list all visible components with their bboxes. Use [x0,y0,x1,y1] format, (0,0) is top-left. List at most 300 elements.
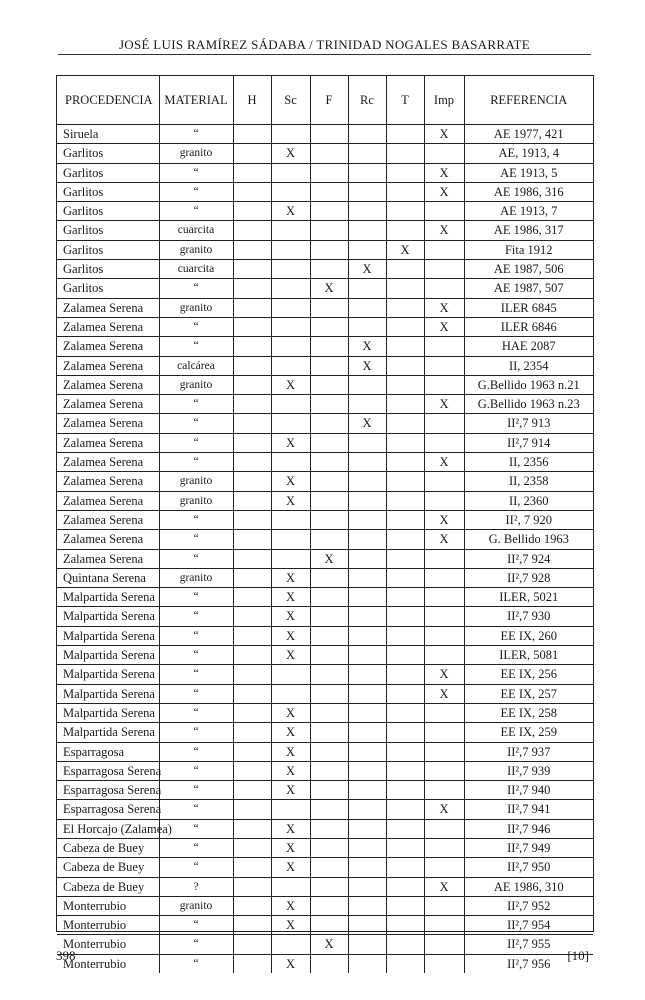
cell-referencia: EE IX, 256 [464,665,593,684]
cell-t [386,703,424,722]
cell-f [310,703,348,722]
cell-sc: X [271,202,310,221]
cell-f [310,125,348,144]
cell-sc [271,530,310,549]
cell-material: calcárea [159,356,233,375]
cell-referencia: II²,7 954 [464,916,593,935]
cell-referencia: II², 7 920 [464,510,593,529]
cell-h [233,433,271,452]
cell-imp [424,472,464,491]
cell-h [233,414,271,433]
cell-sc [271,800,310,819]
cell-procedencia: Malpartida Serena [57,588,159,607]
table-row [57,742,593,761]
cell-procedencia: Zalamea Serena [57,510,159,529]
cell-material: “ [159,125,233,144]
cell-t [386,202,424,221]
cell-t [386,375,424,394]
cell-procedencia: Quintana Serena [57,568,159,587]
cell-f [310,588,348,607]
cell-f [310,202,348,221]
cell-rc [348,491,386,510]
cell-rc [348,607,386,626]
cell-sc: X [271,838,310,857]
cell-referencia: II²,7 940 [464,781,593,800]
cell-sc: X [271,472,310,491]
cell-t [386,838,424,857]
cell-referencia: AE 1987, 506 [464,260,593,279]
cell-imp [424,742,464,761]
cell-rc [348,279,386,298]
cell-f [310,761,348,780]
cell-h [233,395,271,414]
cell-material: “ [159,163,233,182]
table-row [57,896,593,915]
cell-h [233,491,271,510]
table-row [57,279,593,298]
cell-referencia: II²,7 939 [464,761,593,780]
cell-referencia: II²,7 930 [464,607,593,626]
cell-h [233,781,271,800]
cell-referencia: II²,7 956 [507,956,551,971]
cell-h [233,588,271,607]
cell-imp [424,723,464,742]
cell-rc [348,646,386,665]
cell-procedencia: Zalamea Serena [57,549,159,568]
cell-f [310,395,348,414]
cell-f [310,626,348,645]
cell-sc [271,395,310,414]
cell-procedencia: Siruela [57,125,159,144]
cell-h [233,626,271,645]
cell-h [233,260,271,279]
cell-referencia: II²,7 924 [464,549,593,568]
cell-rc [348,510,386,529]
cell-rc [348,761,386,780]
table-row [57,125,593,144]
cell-rc [348,703,386,722]
cell-t [386,453,424,472]
cell-sc [271,260,310,279]
cell-t [386,819,424,838]
cell-sc: X [271,607,310,626]
cell-procedencia: Zalamea Serena [57,491,159,510]
cell-f [310,144,348,163]
cell-sc: X [271,896,310,915]
cell-t [386,491,424,510]
cell-imp: X [424,530,464,549]
cell-referencia: II²,7 949 [464,838,593,857]
cell-imp: X [424,317,464,336]
cell-t [386,549,424,568]
cell-sc [271,125,310,144]
cell-procedencia: Esparragosa Serena [57,761,159,780]
cell-h [233,298,271,317]
cell-material: granito [159,472,233,491]
cell-imp [424,935,464,954]
cell-sc [271,240,310,259]
cell-imp: X [424,298,464,317]
cell-imp [424,781,464,800]
cell-material: cuarcita [159,221,233,240]
cell-sc: X [271,916,310,935]
cell-t [386,646,424,665]
table-row [57,395,593,414]
cell-t [386,800,424,819]
cell-imp: X [424,665,464,684]
header-imp: Imp [424,76,464,125]
cell-procedencia: Malpartida Serena [57,703,159,722]
cell-imp: X [424,221,464,240]
table-row [57,626,593,645]
running-head: JOSÉ LUIS RAMÍREZ SÁDABA / TRINIDAD NOGALES BASARRATE [118,37,531,52]
table-row [57,221,593,240]
cell-h [233,684,271,703]
cell-material: “ [159,414,233,433]
table-row [57,356,593,375]
cell-imp [424,240,464,259]
table-row [57,703,593,722]
cell-t [386,144,424,163]
cell-imp [424,568,464,587]
cell-rc [348,838,386,857]
cell-rc [348,549,386,568]
cell-imp: X [424,125,464,144]
cell-procedencia: Zalamea Serena [57,395,159,414]
cell-imp [424,858,464,877]
cell-rc [348,221,386,240]
cell-referencia: II, 2354 [464,356,593,375]
cell-sc: X [271,588,310,607]
cell-rc [348,626,386,645]
cell-material: “ [159,279,233,298]
cell-rc [348,742,386,761]
cell-h [233,510,271,529]
cell-material: “ [159,182,233,201]
cell-sc [271,279,310,298]
cell-t [386,337,424,356]
cell-h [233,723,271,742]
cell-f [310,665,348,684]
cell-h [233,144,271,163]
cell-procedencia: Zalamea Serena [57,530,159,549]
cell-procedencia: Zalamea Serena [57,414,159,433]
cell-material: “ [159,723,233,742]
cell-sc [271,510,310,529]
cell-material: “ [159,646,233,665]
header-rule [58,54,591,55]
cell-imp [424,279,464,298]
cell-referencia: AE 1986, 310 [464,877,593,896]
header-rc: Rc [348,76,386,125]
cell-referencia: II²,7 914 [464,433,593,452]
cell-sc [271,163,310,182]
cell-t: X [386,240,424,259]
header-t: T [386,76,424,125]
cell-imp [424,588,464,607]
cell-procedencia: Monterrubio [57,954,159,973]
cell-t [386,472,424,491]
cell-h [233,356,271,375]
table-row [57,761,593,780]
cell-procedencia: Malpartida Serena [57,626,159,645]
cell-h [233,761,271,780]
cell-f [310,800,348,819]
cell-sc [271,221,310,240]
cell-procedencia: Garlitos [57,182,159,201]
table-row [57,510,593,529]
cell-t [386,896,424,915]
cell-h [233,646,271,665]
cell-t [386,298,424,317]
cell-rc [348,858,386,877]
cell-f [310,433,348,452]
cell-referencia: AE 1986, 316 [464,182,593,201]
cell-f [310,317,348,336]
cell-material: “ [159,433,233,452]
cell-t [386,433,424,452]
cell-referencia: G.Bellido 1963 n.23 [464,395,593,414]
cell-rc [348,240,386,259]
cell-imp [424,356,464,375]
cell-h [233,838,271,857]
cell-material: granito [159,491,233,510]
cell-rc [348,665,386,684]
cell-sc [271,356,310,375]
cell-sc: X [271,742,310,761]
cell-f [310,453,348,472]
cell-f [310,568,348,587]
cell-rc: X [348,337,386,356]
cell-t [386,858,424,877]
inscriptions-table [57,76,593,973]
cell-rc [348,896,386,915]
cell-sc: X [271,858,310,877]
cell-procedencia: Zalamea Serena [57,298,159,317]
cell-imp [424,491,464,510]
table-row [57,607,593,626]
cell-rc [348,877,386,896]
cell-procedencia: Garlitos [57,202,159,221]
cell-referencia: AE 1913, 5 [464,163,593,182]
cell-referencia: EE IX, 258 [464,703,593,722]
cell-material: granito [159,240,233,259]
cell-procedencia: Monterrubio [57,916,159,935]
cell-imp [424,375,464,394]
cell-f [310,221,348,240]
cell-sc: X [271,144,310,163]
table-row [57,163,593,182]
cell-material: “ [159,202,233,221]
header-referencia: REFERENCIA [464,76,593,125]
cell-referencia: II²,7 952 [464,896,593,915]
cell-procedencia: Esparragosa Serena [57,781,159,800]
cell-referencia: AE 1987, 507 [464,279,593,298]
cell-t [386,414,424,433]
cell-imp: X [424,684,464,703]
table-row [57,414,593,433]
cell-t [386,781,424,800]
table-row [57,260,593,279]
cell-f [310,607,348,626]
table-header-row [57,76,593,125]
cell-sc [271,549,310,568]
cell-imp [424,607,464,626]
cell-procedencia: Zalamea Serena [57,375,159,394]
cell-procedencia: El Horcajo (Zalamea) [57,819,159,838]
cell-imp [424,414,464,433]
table-row [57,472,593,491]
cell-imp [424,260,464,279]
cell-procedencia: Garlitos [57,279,159,298]
table-row [57,433,593,452]
cell-t [386,954,424,973]
cell-material: granito [159,298,233,317]
cell-material: “ [159,530,233,549]
cell-procedencia: Malpartida Serena [57,646,159,665]
cell-rc [348,781,386,800]
table-row [57,954,593,973]
cell-procedencia: Cabeza de Buey [57,838,159,857]
cell-h [233,935,271,954]
cell-imp [424,337,464,356]
cell-referencia: Fita 1912 [464,240,593,259]
cell-sc: X [271,491,310,510]
cell-rc [348,954,386,973]
cell-sc: X [271,819,310,838]
cell-sc [271,877,310,896]
cell-h [233,182,271,201]
cell-rc [348,588,386,607]
cell-t [386,510,424,529]
cell-imp [424,646,464,665]
cell-rc [348,800,386,819]
cell-h [233,163,271,182]
cell-sc: X [271,723,310,742]
cell-rc [348,163,386,182]
cell-procedencia: Esparragosa [57,742,159,761]
cell-h [233,549,271,568]
cell-referencia: II, 2356 [464,453,593,472]
cell-t [386,568,424,587]
cell-procedencia: Malpartida Serena [57,607,159,626]
cell-t [386,877,424,896]
cell-material: cuarcita [159,260,233,279]
cell-referencia: II²,7 937 [464,742,593,761]
cell-rc: X [348,260,386,279]
cell-referencia: G.Bellido 1963 n.21 [464,375,593,394]
cell-h [233,858,271,877]
cell-procedencia: Garlitos [57,221,159,240]
table-row [57,858,593,877]
cell-procedencia: Cabeza de Buey [57,858,159,877]
cell-imp [424,433,464,452]
cell-f [310,240,348,259]
cell-t [386,356,424,375]
cell-f [310,896,348,915]
cell-referencia: EE IX, 259 [464,723,593,742]
cell-sc [271,298,310,317]
cell-procedencia: Garlitos [57,163,159,182]
header-procedencia: PROCEDENCIA [57,76,159,125]
cell-sc [271,665,310,684]
cell-sc [271,317,310,336]
cell-referencia: AE, 1913, 4 [464,144,593,163]
cell-imp [424,202,464,221]
cell-imp [424,896,464,915]
table-body [57,125,593,974]
cell-rc [348,530,386,549]
cell-rc [348,144,386,163]
cell-referencia: AE 1913, 7 [464,202,593,221]
cell-procedencia: Zalamea Serena [57,337,159,356]
header-h: H [233,76,271,125]
cell-procedencia: Monterrubio [57,896,159,915]
cell-h [233,954,271,973]
cell-material: “ [159,510,233,529]
cell-t [386,665,424,684]
cell-procedencia: Garlitos [57,260,159,279]
cell-f [310,375,348,394]
cell-sc [271,453,310,472]
cell-f [310,510,348,529]
cell-rc: X [348,414,386,433]
cell-sc [271,414,310,433]
cell-f [310,742,348,761]
cell-rc [348,472,386,491]
cell-h [233,877,271,896]
table-row [57,240,593,259]
cell-material: “ [159,684,233,703]
header-sc: Sc [271,76,310,125]
cell-material: “ [159,838,233,857]
table-row [57,491,593,510]
cell-f [310,491,348,510]
cell-t [386,742,424,761]
cell-sc: X [271,626,310,645]
cell-material: “ [159,395,233,414]
cell-material: “ [159,858,233,877]
cell-h [233,279,271,298]
cell-h [233,202,271,221]
cell-f [310,472,348,491]
cell-procedencia: Monterrubio [57,935,159,954]
cell-material: ? [159,877,233,896]
cell-h [233,472,271,491]
table-row [57,202,593,221]
cell-procedencia: Malpartida Serena [57,723,159,742]
cell-f [310,838,348,857]
cell-referencia: II, 2360 [464,491,593,510]
table-row [57,684,593,703]
cell-rc: X [348,356,386,375]
cell-material: “ [159,761,233,780]
cell-imp: X [424,800,464,819]
table-row [57,838,593,857]
cell-procedencia: Zalamea Serena [57,433,159,452]
cell-t [386,125,424,144]
cell-material: granito [159,144,233,163]
cell-imp [424,144,464,163]
cell-t [386,588,424,607]
cell-material: “ [159,588,233,607]
cell-referencia: II²,7 946 [464,819,593,838]
cell-f [310,260,348,279]
cell-rc [348,453,386,472]
table-row [57,665,593,684]
cell-referencia: II²,7 955 [464,935,593,954]
cell-f [310,877,348,896]
